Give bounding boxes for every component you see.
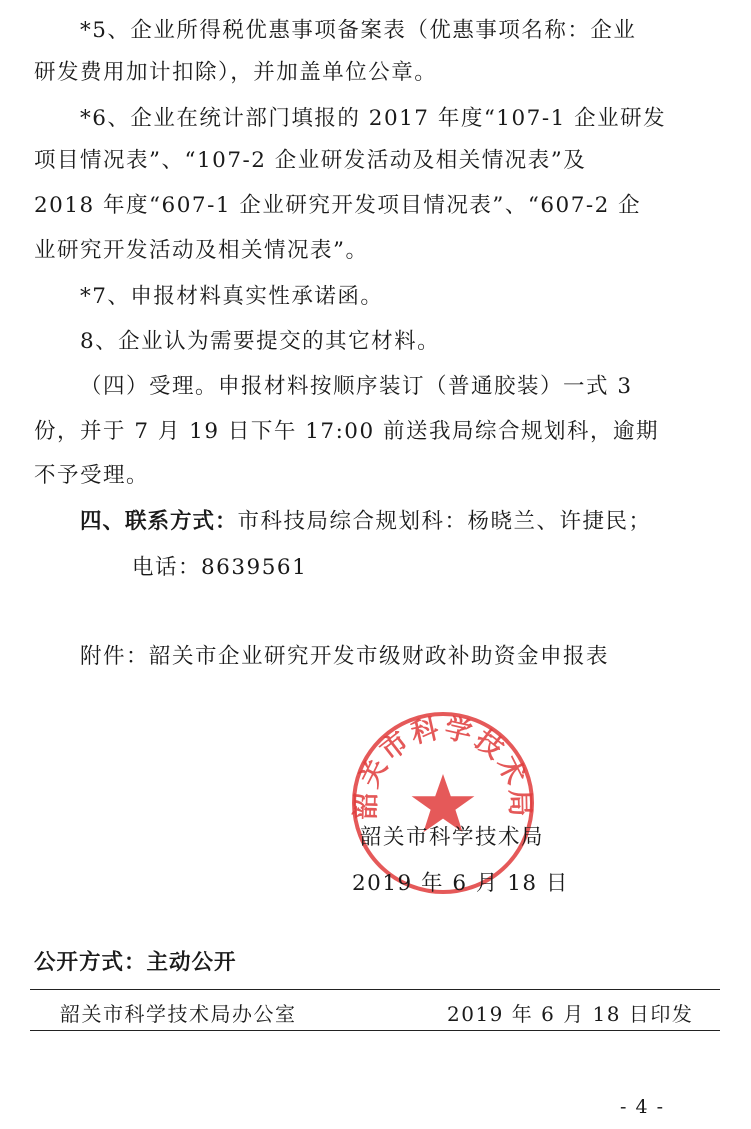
seal-text: 韶关市科学技术局 (350, 712, 536, 820)
body-line: （四）受理。申报材料按顺序装订（普通胶装）一式 3 (80, 374, 633, 399)
body-line: 业研究开发活动及相关情况表”。 (34, 238, 369, 263)
body-line: 份，并于 7 月 19 日下午 17:00 前送我局综合规划科，逾期 (34, 419, 660, 444)
footer-bottom-rule (30, 1030, 720, 1031)
body-line: *7、申报材料真实性承诺函。 (80, 284, 384, 309)
contact-phone: 电话：8639561 (132, 555, 308, 580)
contact-line (80, 507, 652, 537)
signature-date: 2019 年 6 月 18 日 (352, 871, 569, 896)
contact-text: 市科技局综合规划科：杨晓兰、许捷民； (237, 509, 652, 534)
disclosure-label: 公开方式：主动公开 (34, 950, 237, 975)
body-line: 2018 年度“607-1 企业研究开发项目情况表”、“607-2 企 (34, 193, 642, 218)
body-line: 项目情况表”、“107-2 企业研发活动及相关情况表”及 (34, 148, 587, 173)
footer-issue-date: 2019 年 6 月 18 日印发 (447, 1002, 694, 1026)
body-line: *5、企业所得税优惠事项备案表（优惠事项名称：企业 (80, 18, 637, 43)
contact-heading: 四、联系方式： (80, 509, 238, 534)
body-line: 研发费用加计扣除），并加盖单位公章。 (34, 60, 438, 85)
body-line: 8、企业认为需要提交的其它材料。 (80, 329, 441, 354)
body-line: *6、企业在统计部门填报的 2017 年度“107-1 企业研发 (80, 106, 667, 131)
attachment-line: 附件：韶关市企业研究开发市级财政补助资金申报表 (80, 644, 610, 669)
body-line: 不予受理。 (34, 463, 150, 488)
page-number: - 4 - (620, 1096, 665, 1118)
footer-top-rule (30, 989, 720, 990)
footer-issuer: 韶关市科学技术局办公室 (60, 1002, 297, 1026)
signature-org: 韶关市科学技术局 (360, 825, 545, 850)
